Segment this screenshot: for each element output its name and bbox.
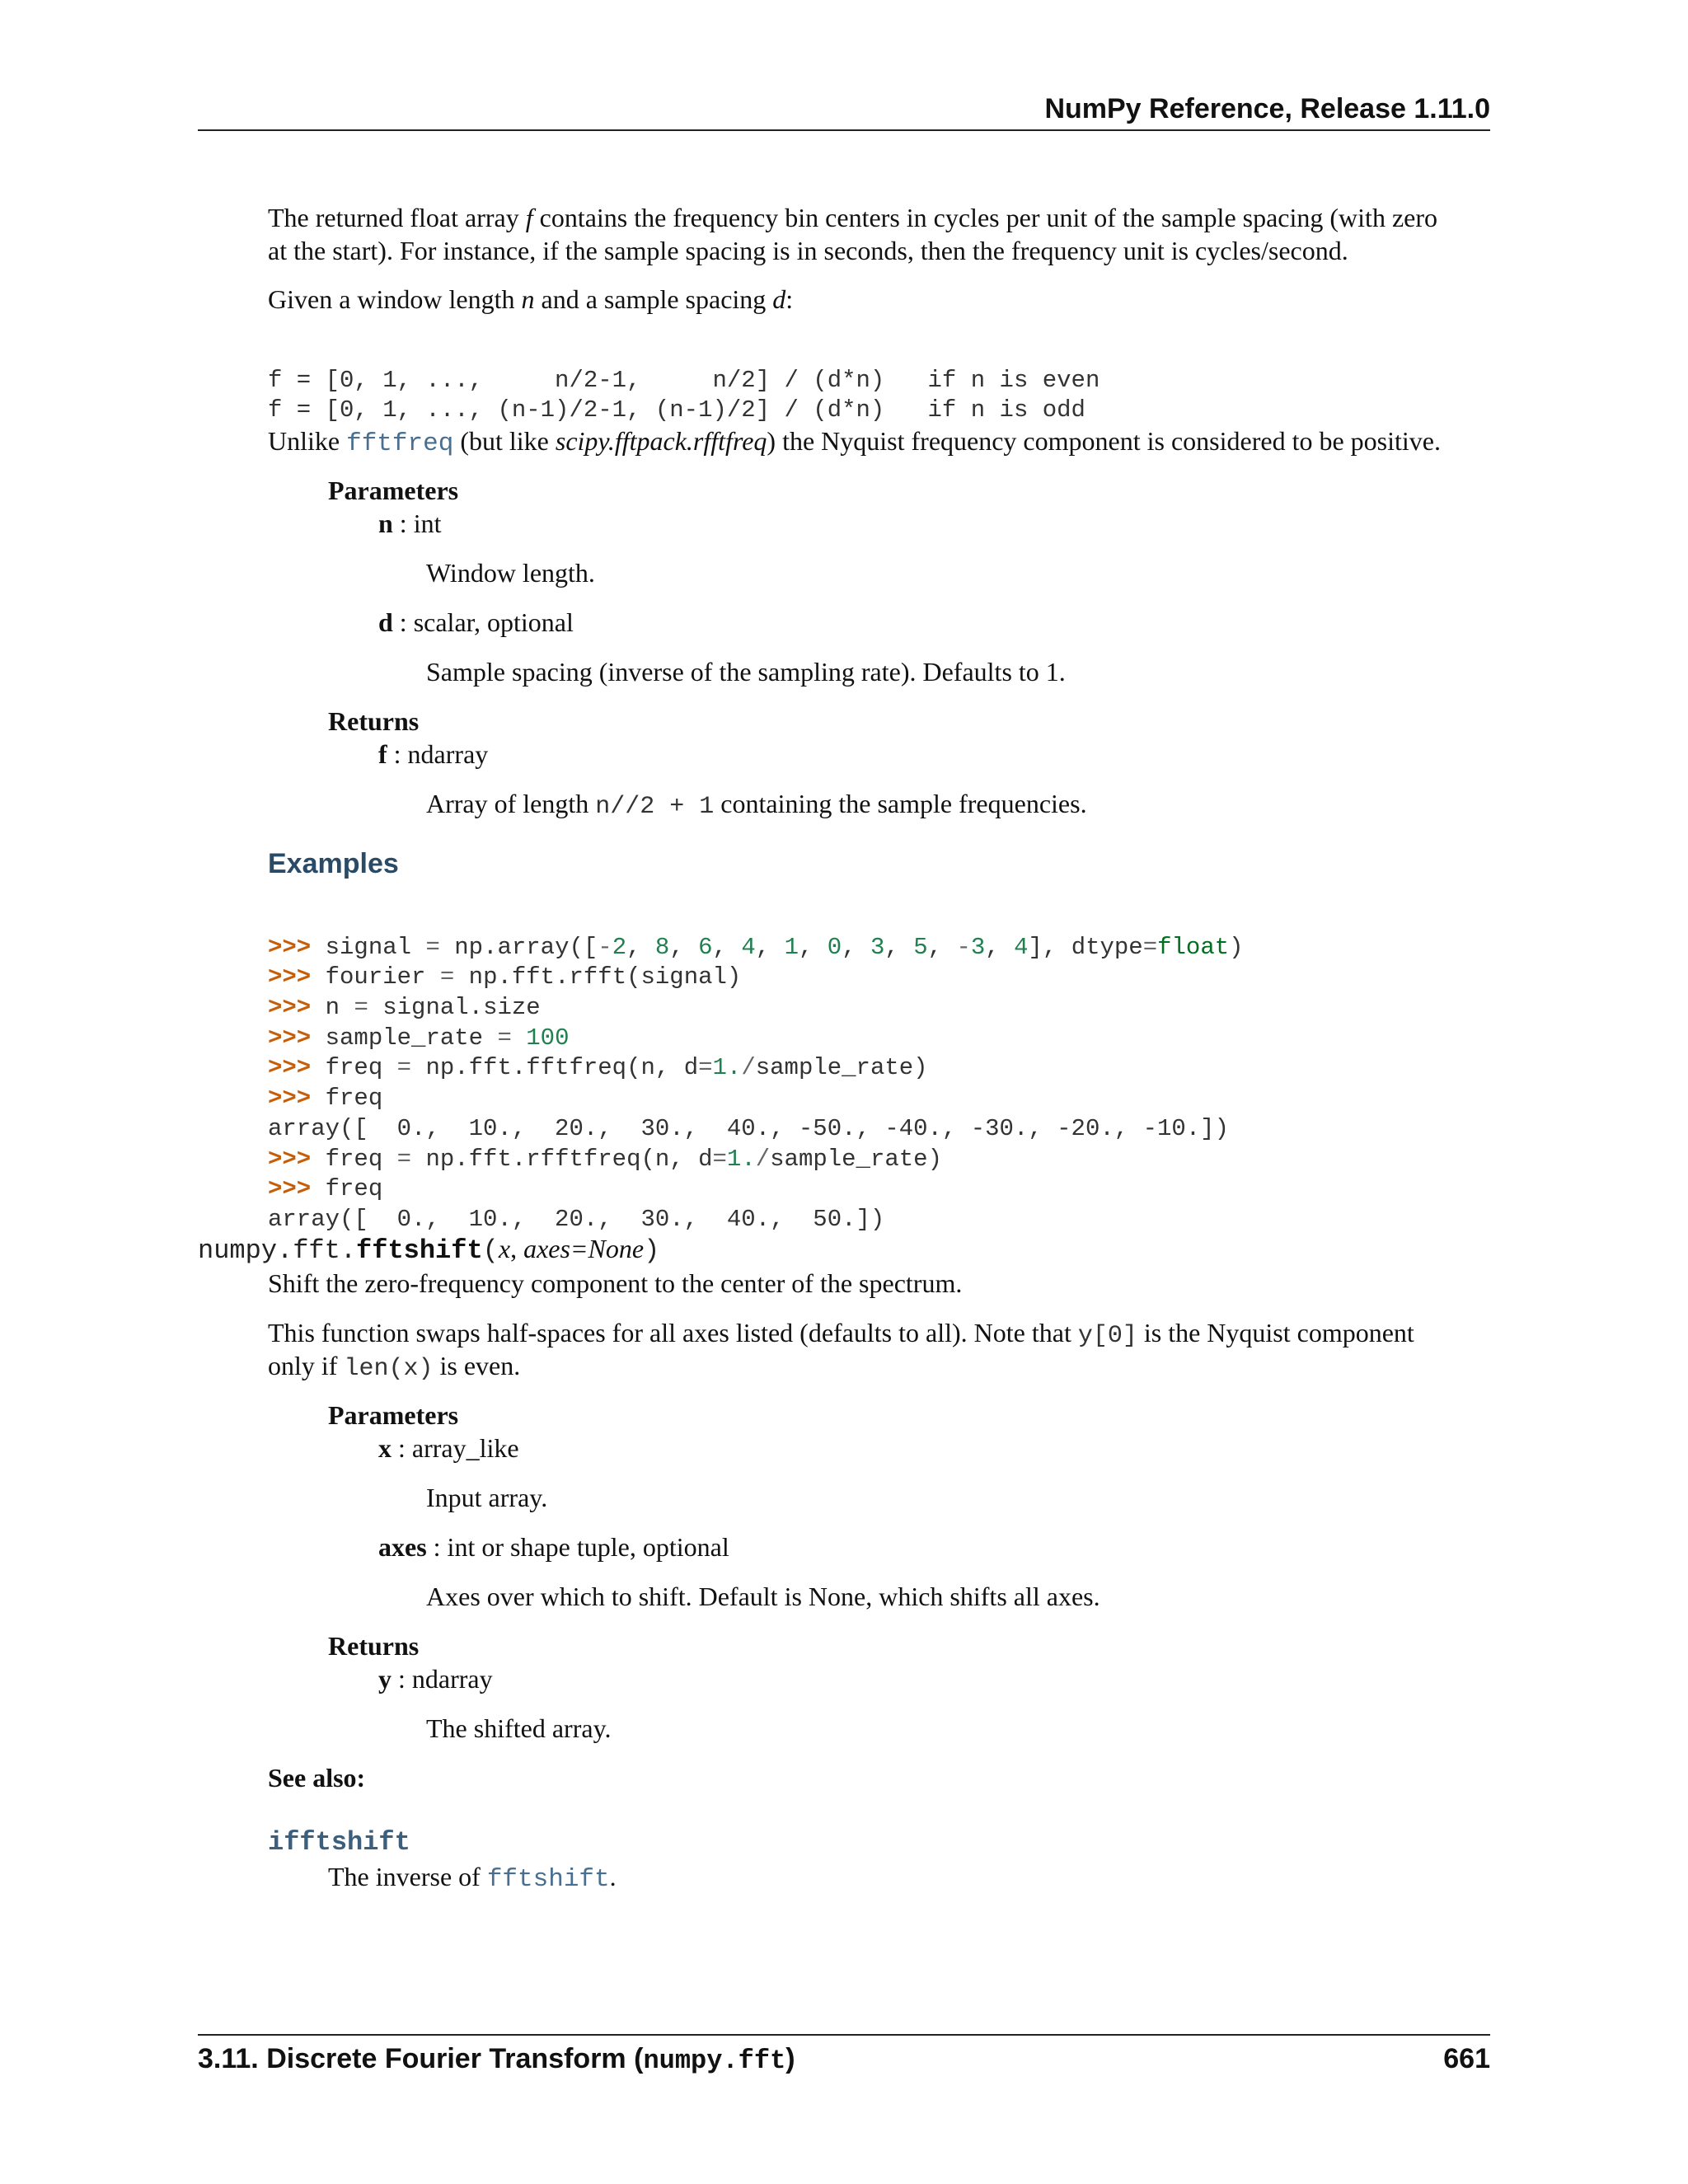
- unlike-text-a: Unlike: [268, 426, 347, 456]
- footer-section-title: [198, 2043, 795, 2076]
- intro-var-f: f: [525, 203, 533, 232]
- given-paragraph: [268, 283, 793, 316]
- given-text-a: Given a window length: [268, 284, 522, 314]
- examples-heading: Examples: [268, 848, 399, 879]
- code-line-9: >>> freq: [268, 1175, 383, 1203]
- sig-arg-axes: axes=None: [523, 1234, 645, 1263]
- intro-text-b: contains the frequency bin centers in cycles per unit of the sample spacing (with zero: [532, 203, 1437, 232]
- param-n-desc: Window length.: [426, 558, 595, 588]
- fftshift-desc-c: only if: [268, 1351, 345, 1380]
- unlike-text-c: ) the Nyquist frequency component is considered to be positive.: [767, 426, 1441, 456]
- param-n-type: : int: [392, 509, 442, 538]
- intro-paragraph-line1: [268, 201, 1437, 235]
- code-line-3: >>> n = signal.size: [268, 994, 541, 1022]
- fftshift-link[interactable]: fftshift: [486, 1865, 610, 1894]
- parameters-heading: Parameters: [328, 476, 459, 505]
- formula-line-even: f = [0, 1, ..., n/2-1, n/2] / (d*n) if n is even: [268, 366, 1100, 394]
- return-f-desc: [426, 787, 1087, 824]
- param-d-type: : scalar, optional: [392, 607, 574, 637]
- footer-section-close: ): [785, 2043, 795, 2074]
- return-y-name: y: [378, 1664, 392, 1694]
- fftshift-parameters-heading: Parameters: [328, 1400, 459, 1430]
- fftshift-desc-a: This function swaps half-spaces for all axes listed (defaults to all). Note that: [268, 1318, 1078, 1347]
- examples-code-block: [268, 902, 1244, 1265]
- sig-close-paren: ): [644, 1235, 660, 1266]
- code-line-10-output: array([ 0., 10., 20., 30., 40., 50.]): [268, 1205, 885, 1233]
- code-line-1: >>> signal = np.array([-2, 8, 6, 4, 1, 0, 3, 5, -3, 4], dtype=float): [268, 933, 1244, 961]
- see-also-desc-a: The inverse of: [328, 1862, 487, 1891]
- fftshift-returns-heading: Returns: [328, 1631, 420, 1661]
- intro-paragraph-line2: at the start). For instance, if the sample spacing is in seconds, then the frequency unit is cycles/second.: [268, 236, 1348, 265]
- sig-module: numpy.fft.: [198, 1235, 357, 1266]
- return-f-desc-b: containing the sample frequencies.: [714, 789, 1087, 818]
- fftshift-signature: [198, 1234, 659, 1266]
- code-line-2: >>> fourier = np.fft.rfft(signal): [268, 963, 742, 991]
- sig-function-name: fftshift: [356, 1235, 483, 1266]
- fftshift-desc-d: is even.: [433, 1351, 521, 1380]
- return-f: [378, 738, 488, 771]
- param-x-name: x: [378, 1433, 392, 1463]
- return-y: [378, 1662, 493, 1696]
- footer-section-text: 3.11. Discrete Fourier Transform (: [198, 2043, 644, 2074]
- sig-open-paren: (: [482, 1235, 499, 1266]
- header-rule: [198, 129, 1490, 131]
- fftfreq-link[interactable]: fftfreq: [346, 429, 454, 458]
- param-axes-desc: Axes over which to shift. Default is None, which shifts all axes.: [426, 1582, 1100, 1611]
- scipy-rfftfreq-ref: scipy.fftpack.rfftfreq: [555, 426, 767, 456]
- running-header: NumPy Reference, Release 1.11.0: [1044, 93, 1490, 124]
- return-f-desc-code: n//2 + 1: [595, 793, 715, 821]
- param-x: [378, 1432, 519, 1465]
- param-x-desc: Input array.: [426, 1483, 548, 1512]
- see-also-desc: [328, 1860, 617, 1896]
- returns-heading: Returns: [328, 706, 420, 736]
- return-y-desc: The shifted array.: [426, 1713, 612, 1743]
- code-line-7-output: array([ 0., 10., 20., 30., 40., -50., -40., -30., -20., -10.]): [268, 1114, 1229, 1142]
- unlike-text-b: (but like: [453, 426, 556, 456]
- fftshift-desc-code-lenx: len(x): [344, 1355, 434, 1383]
- sig-arg-x: x: [498, 1234, 511, 1263]
- formula-line-odd: f = [0, 1, ..., (n-1)/2-1, (n-1)/2] / (d*n) if n is odd: [268, 396, 1085, 424]
- param-axes: [378, 1530, 729, 1564]
- param-n: [378, 507, 441, 541]
- code-line-6: >>> freq: [268, 1085, 383, 1113]
- given-var-n: n: [521, 284, 535, 314]
- given-text-b: and a sample spacing: [534, 284, 773, 314]
- return-f-type: : ndarray: [387, 739, 489, 769]
- given-text-c: :: [785, 284, 794, 314]
- param-d: [378, 606, 574, 640]
- return-f-desc-a: Array of length: [426, 789, 596, 818]
- ifftshift-link[interactable]: ifftshift: [268, 1827, 410, 1858]
- page-number: 661: [1443, 2043, 1490, 2074]
- param-axes-name: axes: [378, 1532, 427, 1562]
- sig-sep: ,: [510, 1234, 524, 1263]
- param-x-type: : array_like: [392, 1433, 519, 1463]
- fftshift-desc-line2: [268, 1349, 520, 1386]
- unlike-paragraph: [268, 424, 1441, 461]
- code-line-4: >>> sample_rate = 100: [268, 1024, 570, 1052]
- fftshift-desc-line1: [268, 1316, 1414, 1353]
- footer-rule: [198, 2034, 1490, 2036]
- fftshift-desc-b: is the Nyquist component: [1137, 1318, 1414, 1347]
- return-y-type: : ndarray: [392, 1664, 493, 1694]
- param-n-name: n: [378, 509, 393, 538]
- given-var-d: d: [772, 284, 786, 314]
- return-f-name: f: [378, 739, 387, 769]
- footer-section-code: numpy.fft: [643, 2046, 786, 2076]
- see-also-desc-b: .: [609, 1862, 617, 1891]
- code-line-8: >>> freq = np.fft.rfftfreq(n, d=1./sample_rate): [268, 1145, 942, 1173]
- param-d-desc: Sample spacing (inverse of the sampling rate). Defaults to 1.: [426, 657, 1066, 687]
- intro-text-a: The returned float array: [268, 203, 526, 232]
- fftshift-summary: Shift the zero-frequency component to the center of the spectrum.: [268, 1268, 963, 1298]
- see-also-heading: See also:: [268, 1763, 366, 1793]
- fftshift-desc-code-y0: y[0]: [1077, 1322, 1137, 1350]
- code-line-5: >>> freq = np.fft.fftfreq(n, d=1./sample_rate): [268, 1054, 928, 1082]
- param-d-name: d: [378, 607, 393, 637]
- param-axes-type: : int or shape tuple, optional: [426, 1532, 729, 1562]
